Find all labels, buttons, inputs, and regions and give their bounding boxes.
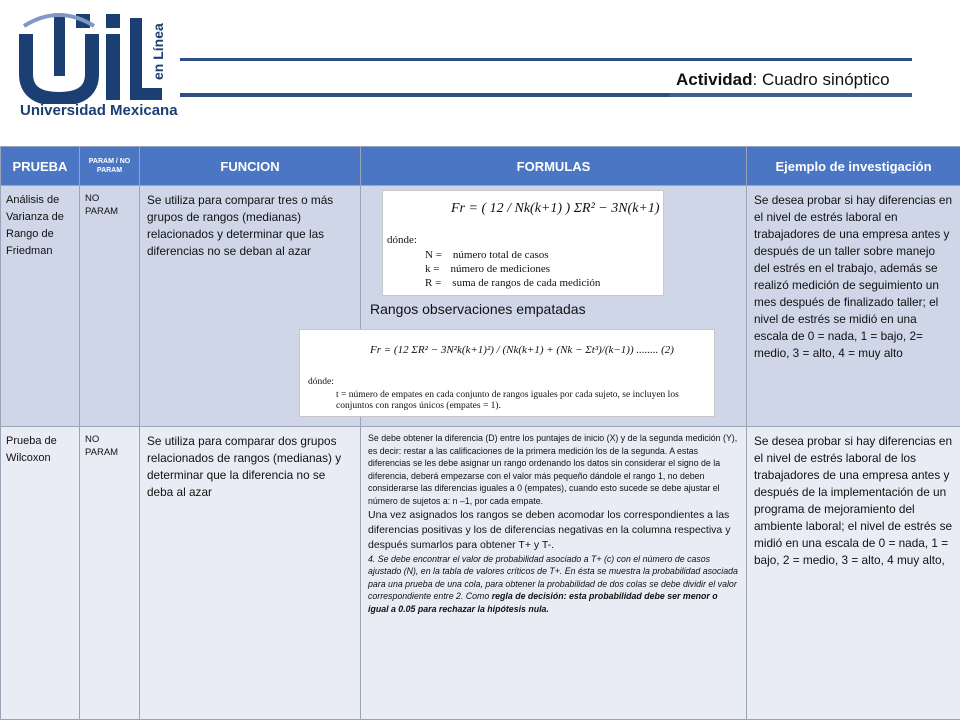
page-header — [0, 0, 960, 146]
logo-wordmark: Universidad Mexicana — [20, 102, 178, 119]
logo-subtitle: en Línea — [150, 23, 166, 80]
activity-name: Cuadro sinóptico — [761, 70, 890, 89]
row1-prueba: Análisis de Varianza de Rango de Friedman — [6, 194, 64, 257]
wilcoxon-step2: Una vez asignados los rangos se deben acomodar los correspondientes a las diferencias positivas y los de diferencias negativas en la columna respectiva y después sumarlos para obtener T+ y T-. — [368, 508, 731, 551]
tied-ranks-equation: Fr = (12 ΣR² − 3N²k(k+1)²) / (Nk(k+1) + (Nk − Σt³)/(k−1)) ........ (2) — [370, 344, 674, 356]
row2-funcion: Se utiliza para comparar dos grupos relacionados de rangos (medianas) y determinar que la diferencia no se deba al azar — [147, 434, 342, 499]
friedman-donde: dónde: — [387, 234, 417, 246]
tied-ranks-label: Rangos observaciones empatadas — [370, 301, 586, 317]
row2-ejemplo: Se desea probar si hay diferencias en el nivel de estrés laboral de los trabajadores de una empresa antes y después de la implementación de un programa de mejoramiento del ambiente laboral; el nivel de estrés se midió en una escala de 0 = nada, 1 = bajo, 2 = medio, 3 = alto, 4 muy alto, — [754, 434, 953, 567]
friedman-def-n: N = número total de casos — [425, 249, 549, 261]
tied-ranks-donde: dónde: — [308, 377, 334, 387]
header-ejemplo: Ejemplo de investigación — [747, 147, 960, 186]
table-row — [1, 427, 960, 720]
row2-param: NO PARAM — [85, 434, 119, 458]
row1-ejemplo: Se desea probar si hay diferencias en el nivel de estrés laboral en trabajadores de una empresa antes y después de un taller sobre manejo del estrés en el trabajo, además se realizó medición de seguimiento un mes después de finalizado taller; el nivel de estrés se midió en una escala de 0 = nada, 1 = bajo, 2= medio, 3 = alto, 4 = muy alto — [754, 193, 953, 360]
tied-ranks-formula-image — [299, 329, 715, 417]
friedman-def-r: R = suma de rangos de cada medición — [425, 277, 601, 289]
wilcoxon-step1: Se debe obtener la diferencia (D) entre los puntajes de inicio (X) y de la segunda medición (Y), es decir: restar a las calificaciones de la primera medición los de la segunda. A estas diferencias se les debe asignar un rango ordenando los datos sin considerar el signo de la diferencia, deberá empezarse con el valor más pequeño dándole el rango 1, no deben considerarse las diferencias iguales a 0 (empates), cuando esto sucede se debe ajustar el número de sujetos a: n –1, por cada empate. — [368, 433, 738, 506]
header-param: PARAM / NO PARAM — [80, 147, 140, 186]
row1-param: NO PARAM — [85, 193, 119, 217]
friedman-equation: Fr = ( 12 / Nk(k+1) ) ΣR² − 3N(k+1) — [451, 201, 660, 216]
header-divider-left — [180, 93, 670, 97]
row1-funcion: Se utiliza para comparar tres o más grupos de rangos (medianas) relacionados y determinar que las diferencias no se deban al azar — [147, 193, 334, 258]
activity-separator: : — [752, 70, 762, 89]
wilcoxon-decision-rule: regla de decisión: esta probabilidad debe ser menor o igual a 0.05 para rechazar la hipótesis nula. — [368, 591, 718, 614]
header-funcion: FUNCION — [140, 147, 361, 186]
header-divider-right — [670, 93, 912, 97]
friedman-def-k: k = número de mediciones — [425, 263, 551, 275]
tied-ranks-definition: t = número de empates en cada conjunto de rangos iguales por cada sujeto, se incluyen los conjuntos con rangos únicos (empates = 1). — [336, 390, 679, 411]
wilcoxon-step3: 4. Se debe encontrar el valor de probabilidad asociado a T+ (c) con el número de casos ajustado (N), en la tabla de valores críticos de T+. En ésta se muestra la probabilidad asociada para una prueba de una cola, para obtener la probabilidad de dos colas se debe dividir el valor correspondiente entre 2. Como — [368, 553, 738, 602]
activity-title — [676, 70, 890, 90]
header-formulas: FORMULAS — [361, 147, 747, 186]
friedman-formula-image — [382, 190, 664, 296]
activity-label: Actividad — [676, 70, 753, 89]
row2-formulas — [361, 427, 746, 621]
friedman-definitions — [425, 248, 600, 290]
header-divider-top — [180, 58, 912, 61]
header-prueba: PRUEBA — [1, 147, 80, 186]
row2-prueba: Prueba de Wilcoxon — [6, 435, 57, 464]
